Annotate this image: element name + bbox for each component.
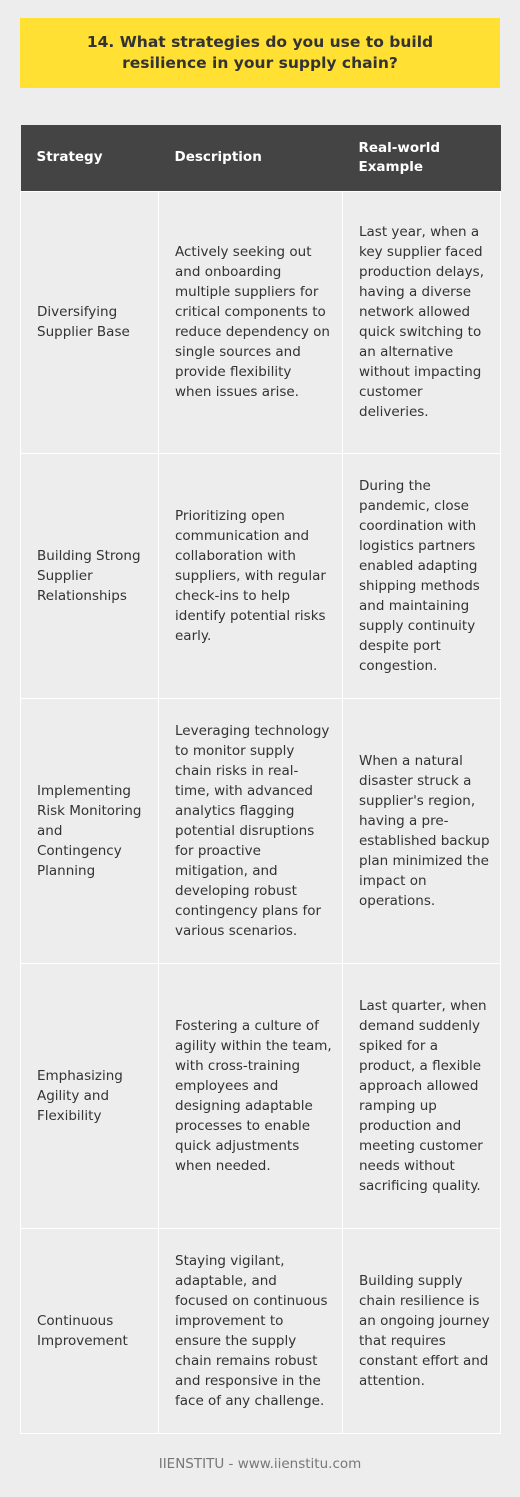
cell-description: Prioritizing open communication and collaboration with suppliers, with regular check-ins to help identify potential risks early. — [159, 453, 343, 698]
cell-strategy: Building Strong Supplier Relationships — [21, 453, 159, 698]
cell-example: During the pandemic, close coordination with logistics partners enabled adapting shipping methods and maintaining supply continuity despite port congestion. — [343, 453, 501, 698]
cell-strategy: Diversifying Supplier Base — [21, 191, 159, 453]
header-example: Real-world Example — [343, 125, 501, 191]
cell-description: Staying vigilant, adaptable, and focused on continuous improvement to ensure the supply chain remains robust and responsive in the face of any challenge. — [159, 1228, 343, 1433]
cell-strategy: Continuous Improvement — [21, 1228, 159, 1433]
cell-example: Last year, when a key supplier faced production delays, having a diverse network allowed quick switching to an alternative without impacting customer deliveries. — [343, 191, 501, 453]
table-row — [21, 191, 501, 453]
cell-strategy: Implementing Risk Monitoring and Contingency Planning — [21, 698, 159, 963]
table-row — [21, 963, 501, 1228]
table-row — [21, 698, 501, 963]
cell-description: Fostering a culture of agility within the team, with cross-training employees and designing adaptable processes to enable quick adjustments when needed. — [159, 963, 343, 1228]
cell-example: Building supply chain resilience is an ongoing journey that requires constant effort and attention. — [343, 1228, 501, 1433]
table-row — [21, 453, 501, 698]
footer-credit: IIENSTITU - www.iienstitu.com — [158, 1456, 362, 1472]
cell-description: Actively seeking out and onboarding multiple suppliers for critical components to reduce dependency on single sources and provide flexibility when issues arise. — [159, 191, 343, 453]
title-banner — [20, 18, 500, 88]
cell-example: Last quarter, when demand suddenly spiked for a product, a flexible approach allowed ramping up production and meeting customer needs without sacrificing quality. — [343, 963, 501, 1228]
header-strategy: Strategy — [21, 125, 159, 191]
header-description: Description — [159, 125, 343, 191]
strategy-table — [20, 125, 501, 1434]
cell-strategy: Emphasizing Agility and Flexibility — [21, 963, 159, 1228]
cell-description: Leveraging technology to monitor supply chain risks in real-time, with advanced analytics flagging potential disruptions for proactive mitigation, and developing robust contingency plans for various scenarios. — [159, 698, 343, 963]
cell-example: When a natural disaster struck a supplier's region, having a pre-established backup plan minimized the impact on operations. — [343, 698, 501, 963]
table-header-row — [21, 125, 501, 191]
page-title: 14. What strategies do you use to build resilience in your supply chain? — [86, 33, 434, 72]
table-row — [21, 1228, 501, 1433]
